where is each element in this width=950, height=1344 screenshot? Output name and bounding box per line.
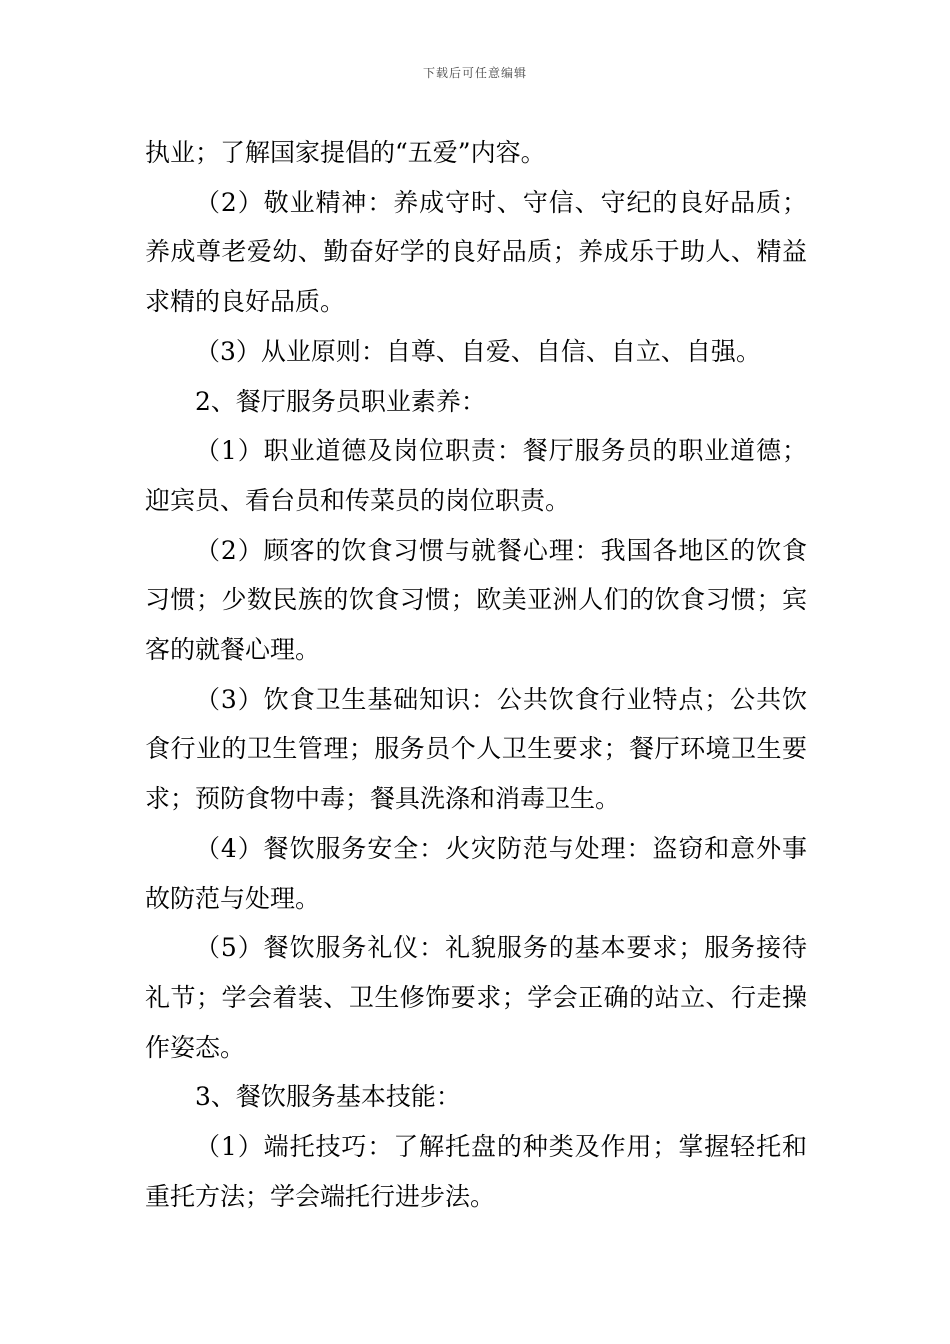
page-header: 下载后可任意编辑 xyxy=(422,66,527,80)
section-heading-3: 3、餐饮服务基本技能： xyxy=(195,1082,461,1112)
document-body xyxy=(145,128,807,1221)
paragraph-service-etiquette: （5）餐饮服务礼仪：礼貌服务的基本要求；服务接待礼节；学会着装、卫生修饰要求；学会正确的站立、行走操作姿态。 xyxy=(145,933,807,1062)
paragraph-food-hygiene: （3）饮食卫生基础知识：公共饮食行业特点；公共饮食行业的卫生管理；服务员个人卫生要求；餐厅环境卫生要求；预防食物中毒；餐具洗涤和消毒卫生。 xyxy=(145,684,807,814)
section-heading-2: 2、餐厅服务员职业素养： xyxy=(195,386,486,416)
paragraph-ethics-duties: （1）职业道德及岗位职责：餐厅服务员的职业道德；迎宾员、看台员和传菜员的岗位职责。 xyxy=(145,436,807,515)
paragraph-principles: （3）从业原则：自尊、自爱、自信、自立、自强。 xyxy=(195,336,761,366)
paragraph-continuation: 执业；了解国家提倡的“五爱”内容。 xyxy=(145,138,546,167)
paragraph-tray-skills: （1）端托技巧：了解托盘的种类及作用；掌握轻托和重托方法；学会端托行进步法。 xyxy=(145,1132,807,1211)
paragraph-dining-habits: （2）顾客的饮食习惯与就餐心理：我国各地区的饮食习惯；少数民族的饮食习惯；欧美亚洲人们的饮食习惯；宾客的就餐心理。 xyxy=(145,535,807,665)
paragraph-service-safety: （4）餐饮服务安全：火灾防范与处理：盗窃和意外事故防范与处理。 xyxy=(145,833,807,913)
paragraph-dedication: （2）敬业精神：养成守时、守信、守纪的良好品质；养成尊老爱幼、勤奋好学的良好品质；养成乐于助人、精益求精的良好品质。 xyxy=(145,187,807,317)
